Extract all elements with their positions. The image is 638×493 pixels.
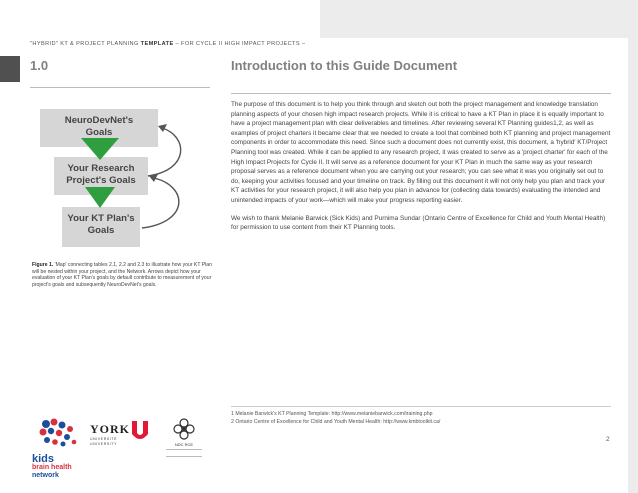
kids-line-2: brain health [32,464,72,471]
figure-caption: Figure 1. 'Map' connecting tables 2.1, 2.2 and 2.3 to illustrate how your KT Plan will be nested within your project, and the Network. Arrows depict how your evaluation of your KT Plan's goals by default contribute to measurement of your project's goals and subsequently NeuroDevNet's goals. [32,262,212,289]
divider-right [231,93,611,94]
goals-nesting-diagram [30,100,220,270]
box2-line1: Your Research [67,163,135,174]
divider-left [30,87,210,88]
box3-line2: Goals [87,225,115,236]
neurodevelopment-network-logo [164,418,204,462]
intro-paragraph-1: The purpose of this document is to help you think through and sketch out both the project management and knowledge translation planning aspects of your chosen high impact research projects. While it is critical to have a KT Plan in place it is equally important to have a project management plan with clear deliverables and timelines. After reviewing several KT Planning guides1,2, as well as examples of project charters it became clear that we needed to create a tool that combined both KT planning and project management components in order to accommodate this need. Since such a document does not currently exist, this document, a 'hybrid' KT/Project Planning tool was created. While it can be applied to any research project, it was created to serve as a 'project charter' for each of the High Impact Projects for Cycle II. It will serve as a reference document for your KT Plan in much the same way as your research proposal serves as a reference document when you are carrying out your research; you can see what it was you originally set out to do, keeping your activities focused and your timeline on track. By filling out this document it will not only help you plan and track your KT activities for your research project, it will also help you plan in advance for (collecting data towards) evaluating the intended and unintended impacts of your work—which will make your progress reporting easier. [231,101,611,204]
intro-body [231,100,613,241]
york-sub-2: UNIVERSITY [90,442,118,446]
box3-line1: Your KT Plan's [67,213,135,224]
box1-line2: Goals [85,127,113,138]
york-university-logo [90,420,154,456]
top-grey-band [320,0,638,38]
york-wordmark: YORK [90,422,130,436]
curved-arrow-2 [142,178,179,228]
intro-paragraph-2: We wish to thank Melanie Barwick (Sick Kids) and Purnima Sundar (Ontario Centre of Excellence for Child and Youth Mental Health) for permission to use content from their KT Planning tools. [231,214,606,232]
section-title: Introduction to this Guide Document [231,58,458,73]
york-u-icon [130,420,150,442]
down-arrow-2 [85,187,115,208]
curved-arrow-1-head [158,124,167,132]
kids-line-3: network [32,472,59,479]
box1-line1: NeuroDevNet's [64,115,134,126]
york-sub-1: UNIVERSITÉ [90,437,118,441]
neuro-fine-print [166,449,202,457]
diagram-arrows [30,100,220,270]
section-number: 1.0 [30,58,49,73]
kids-brain-health-logo [32,416,84,480]
footnote-divider [231,406,611,407]
kids-line-1: kids [32,453,55,465]
running-header: "HYBRID" KT & PROJECT PLANNING TEMPLATE – FOR CYCLE II HIGH IMPACT PROJECTS – [30,41,306,47]
page-number: 2 [606,436,610,443]
footnotes [231,410,611,427]
flower-emblem-icon [173,418,195,440]
footnote-1: 1 Melanie Barwick's KT Planning Template: http://www.melaniebarwick.com/training.php [231,411,433,417]
neuro-network-text: NDC RCE [174,442,194,447]
box2-line2: Project's Goals [66,175,136,186]
footnote-2: 2 Ontario Centre of Excellence for Child and Youth Mental Health: http://www.kmbtoolkit.ca/ [231,419,441,426]
section-tab-marker [0,56,20,82]
brain-dots-icon [32,416,84,450]
down-arrow-1 [81,138,119,160]
right-grey-strip [628,0,638,493]
curved-arrow-1 [148,128,181,176]
